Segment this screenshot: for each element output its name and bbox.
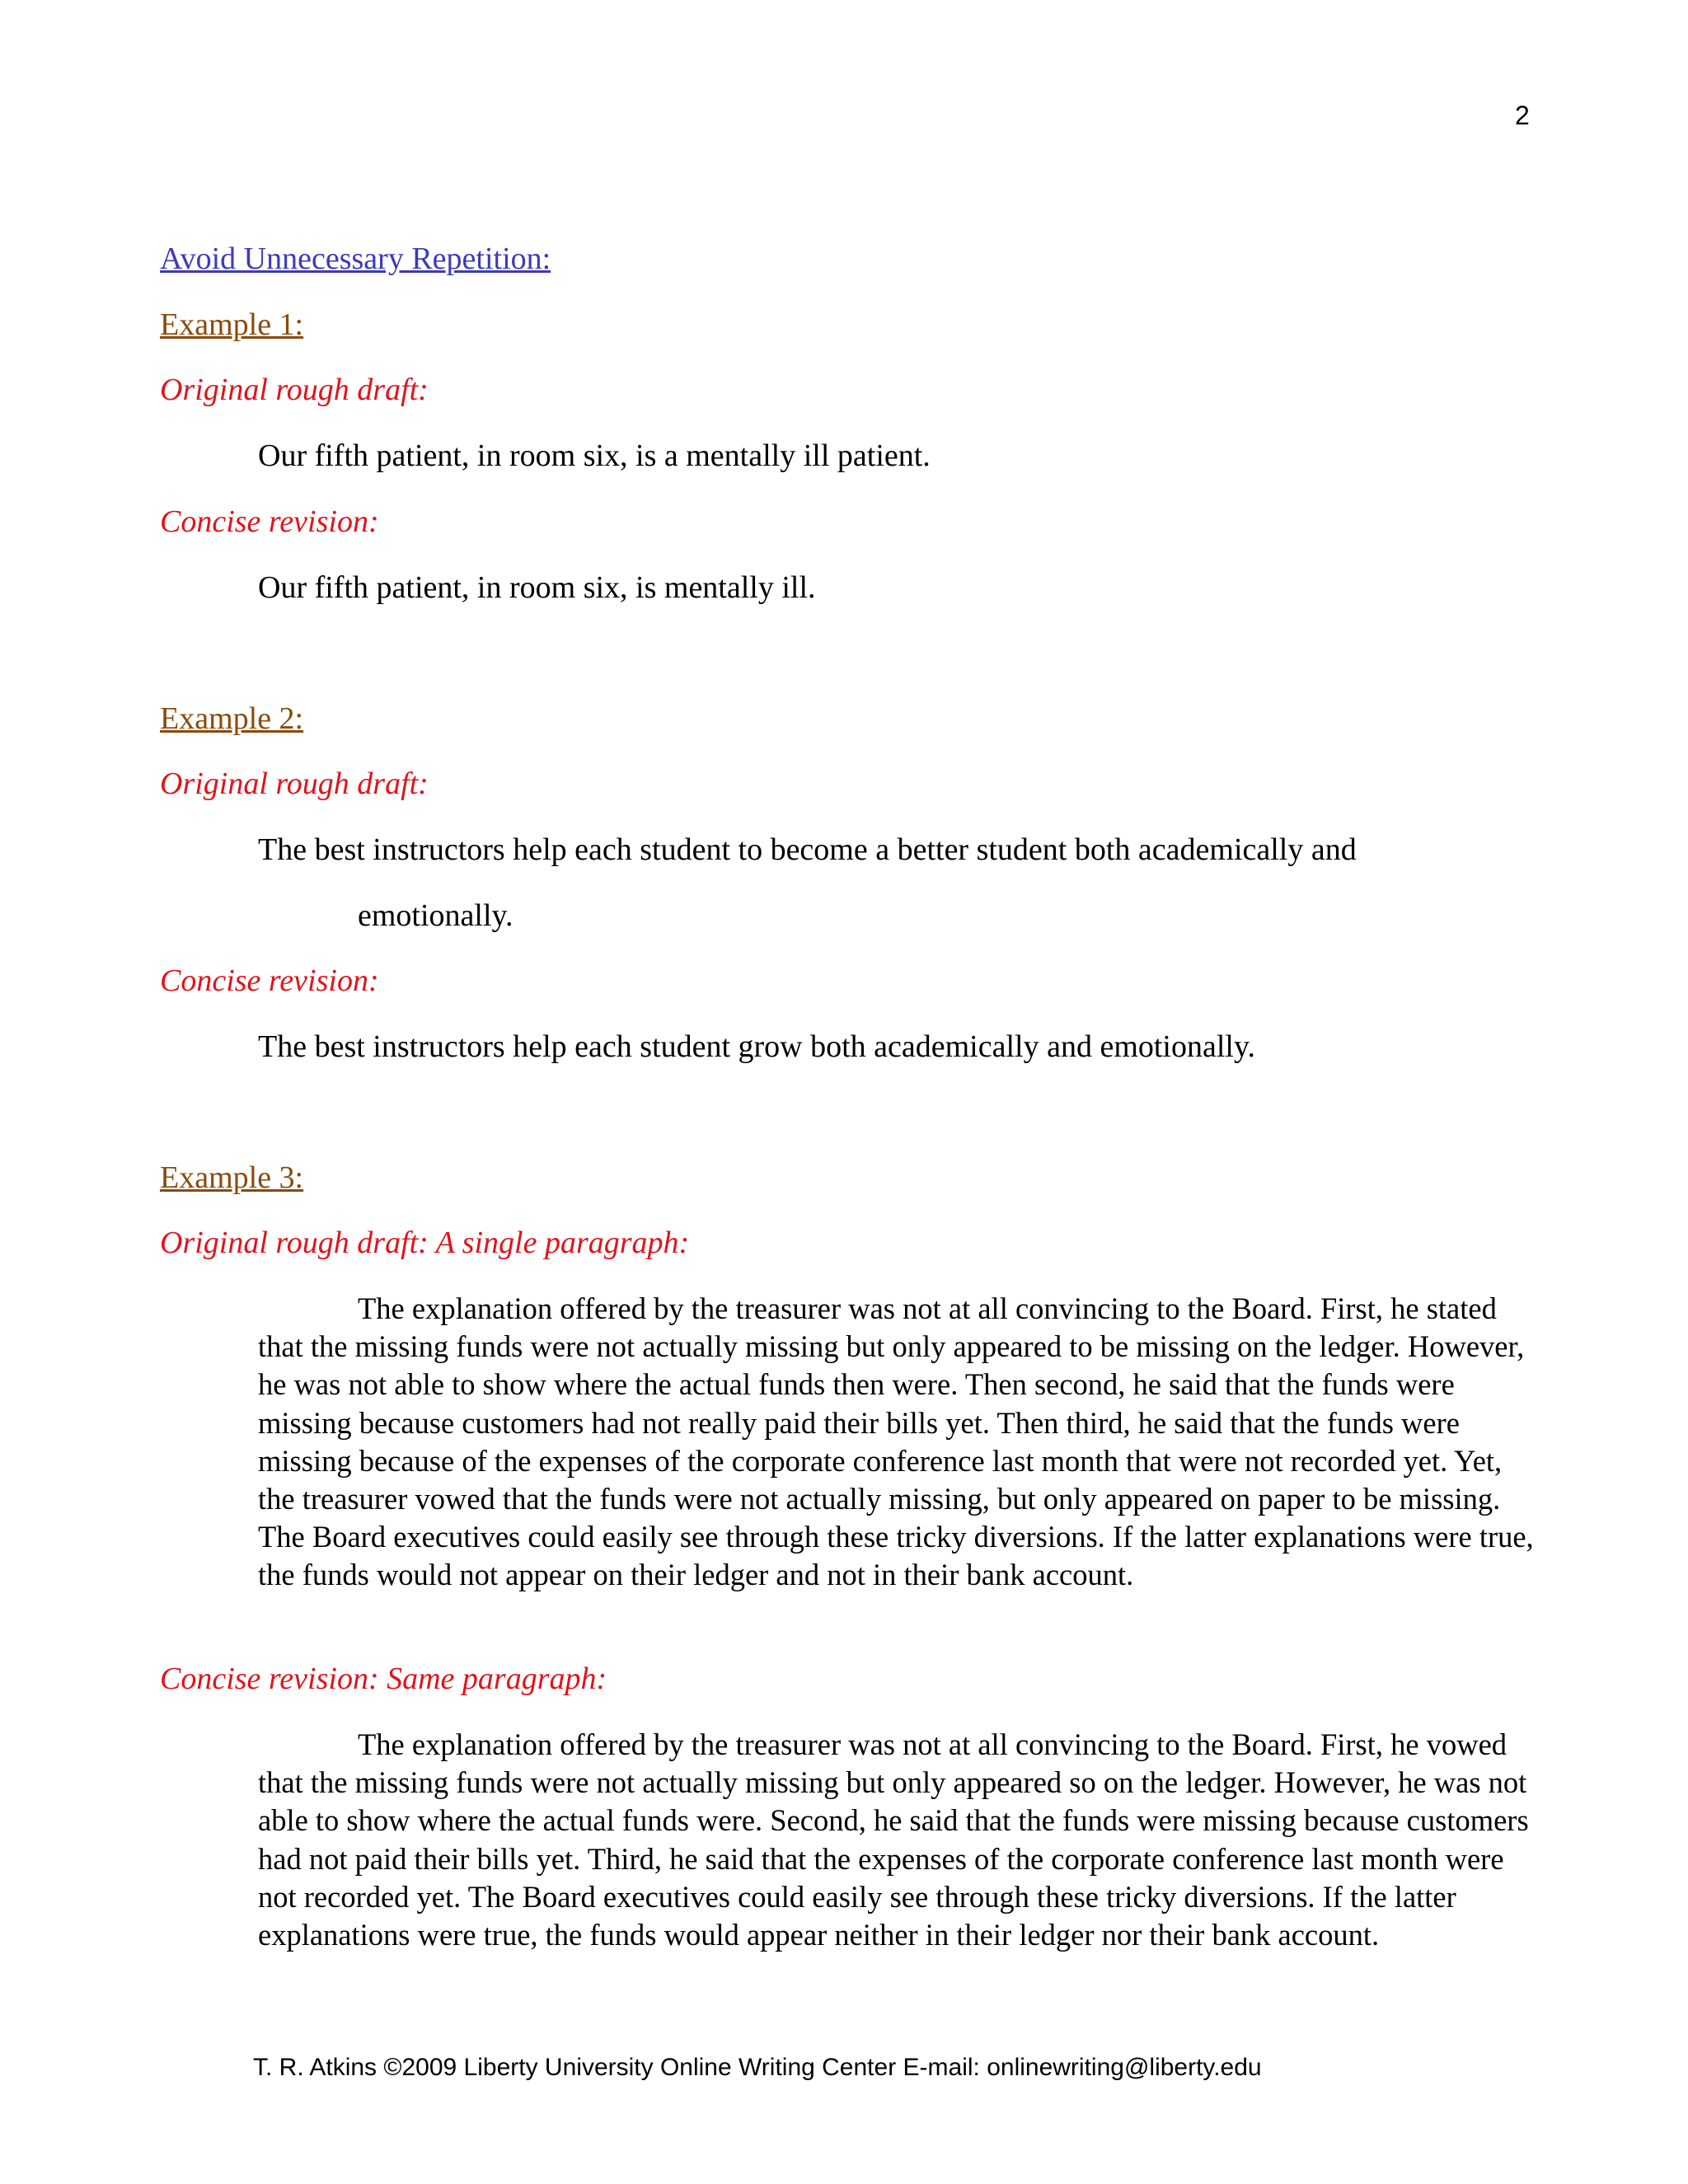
- example-2-revision-text: The best instructors help each student grow both academically and emotionally.: [258, 1029, 1256, 1064]
- example-1-draft-label: Original rough draft:: [160, 373, 429, 407]
- page-footer: T. R. Atkins ©2009 Liberty University Online Writing Center E-mail: onlinewriting@liberty.edu: [253, 2054, 1262, 2081]
- example-2-draft-text-line-2: emotionally.: [358, 898, 513, 933]
- page-number: 2: [1515, 101, 1530, 130]
- example-3-revision-label: Concise revision: Same paragraph:: [160, 1661, 607, 1696]
- example-1-revision-text: Our fifth patient, in room six, is mentally ill.: [258, 570, 816, 605]
- example-3-draft-paragraph: The explanation offered by the treasurer was not at all convincing to the Board. First, he stated that the missing funds were not actually missing but only appeared to be missing on the ledger. However, he was not able to show where the actual funds then were. Then second, he said that the funds were missing because customers had not really paid their bills yet. Then third, he said that the funds were missing because of the expenses of the corporate conference last month that were not recorded yet. Yet, the treasurer vowed that the funds were not actually missing, but only appeared on paper to be missing. The Board executives could easily see through these tricky diversions. If the latter explanations were true, the funds would not appear on their ledger and not in their bank account.: [258, 1291, 1534, 1592]
- example-3-revision-paragraph: The explanation offered by the treasurer was not at all convincing to the Board. First, he vowed that the missing funds were not actually missing but only appeared so on the ledger. However, he was not able to show where the actual funds were. Second, he said that the funds were missing because customers had not paid their bills yet. Third, he said that the expenses of the corporate conference last month were not recorded yet. The Board executives could easily see through these tricky diversions. If the latter explanations were true, the funds would appear neither in their ledger nor their bank account.: [258, 1727, 1529, 1952]
- example-1-draft-text: Our fifth patient, in room six, is a mentally ill patient.: [258, 438, 931, 473]
- example-1-title: Example 1:: [160, 307, 304, 342]
- example-3-title: Example 3:: [160, 1160, 304, 1195]
- section-heading: Avoid Unnecessary Repetition:: [160, 241, 551, 276]
- example-2-draft-label: Original rough draft:: [160, 766, 429, 801]
- example-1-revision-label: Concise revision:: [160, 504, 379, 539]
- example-2-title: Example 2:: [160, 701, 304, 736]
- example-2-draft-text-line-1: The best instructors help each student to become a better student both academically and: [258, 832, 1357, 867]
- example-3-draft-label: Original rough draft: A single paragraph:: [160, 1226, 690, 1260]
- example-2-revision-label: Concise revision:: [160, 963, 379, 998]
